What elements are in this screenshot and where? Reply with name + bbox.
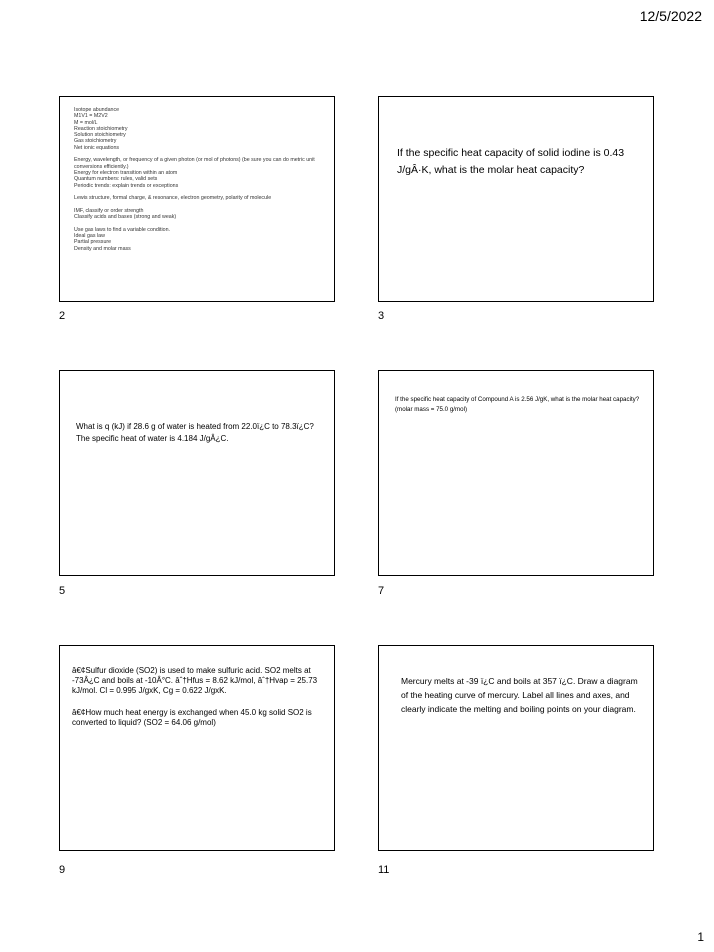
list-item: Reaction stoichiometry (74, 125, 128, 132)
date-header: 12/5/2022 (639, 8, 702, 24)
question-paragraph: â€¢Sulfur dioxide (SO2) is used to make sulfuric acid. SO2 melts at -73Â¿C and boils at -10Â°C. âˆ†Hfus = 8.62 kJ/mol, âˆ†Hvap = 25.73 kJ/mol. Cl = 0.995 J/gxK, Cg = 0.622 J/gxK. (72, 666, 318, 695)
page-number: 1 (697, 930, 704, 944)
slide-3 (378, 96, 654, 302)
topic-list (74, 107, 324, 252)
list-item: IMF, classify or order strength (74, 207, 144, 214)
list-item: Density and molar mass (74, 245, 131, 252)
list-item: Classify acids and bases (strong and weak) (74, 214, 177, 221)
question-text: What is q (kJ) if 28.6 g of water is heated from 22.0ï¿C to 78.3ï¿C? The specific heat of water is 4.184 J/gÂ¿C. (76, 422, 314, 443)
slide-5 (59, 370, 335, 576)
list-item: Use gas laws to find a variable condition. (74, 226, 170, 233)
slide-number: 3 (378, 310, 385, 322)
list-item: Quantum numbers: rules, valid sets (74, 176, 158, 183)
slide-9 (59, 645, 335, 851)
slide-number: 11 (378, 864, 390, 876)
slide-number: 7 (378, 585, 385, 597)
list-item: Solution stoichiometry (74, 132, 126, 139)
slide-number: 5 (59, 585, 66, 597)
slide-number: 2 (59, 310, 66, 322)
list-item: Net ionic equations (74, 144, 120, 151)
slide-2 (59, 96, 335, 302)
question-text: If the specific heat capacity of Compound A is 2.56 J/gK, what is the molar heat capacity? (molar mass = 75.0 g/mol) (395, 396, 640, 413)
list-item: Isotope abundance (74, 107, 120, 113)
slide-11 (378, 645, 654, 851)
slide-7 (378, 370, 654, 576)
list-item: Partial pressure (74, 239, 112, 246)
slide-number: 9 (59, 864, 66, 876)
list-item: Gas stoichiometry (74, 138, 117, 145)
list-item: M1V1 = M2V2 (74, 113, 108, 120)
list-item: Energy, wavelength, or frequency of a given photon (or mol of photons) (be sure you can do metric unit conversions efficiently.) (74, 157, 315, 170)
question-text: If the specific heat capacity of solid iodine is 0.43 J/gÂ·K, what is the molar heat capacity? (397, 147, 625, 176)
question-paragraph: â€¢How much heat energy is exchanged when 45.0 kg solid SO2 is converted to liquid? (SO2 = 64.06 g/mol) (72, 708, 312, 727)
list-item: Energy for electron transition within an atom (74, 169, 178, 176)
list-item: Periodic trends: explain trends or exceptions (74, 182, 179, 189)
question-text: Mercury melts at -39 ï¿C and boils at 357 ï¿C. Draw a diagram of the heating curve of mercury. Label all lines and axes, and clearly indicate the melting and boiling points on your diagram. (401, 676, 638, 714)
list-item: M = mol/L (74, 119, 98, 126)
list-item: Lewis structure, formal charge, & resonance, electron geometry, polarity of molecule (74, 195, 272, 202)
list-item: Ideal gas law (74, 232, 105, 239)
